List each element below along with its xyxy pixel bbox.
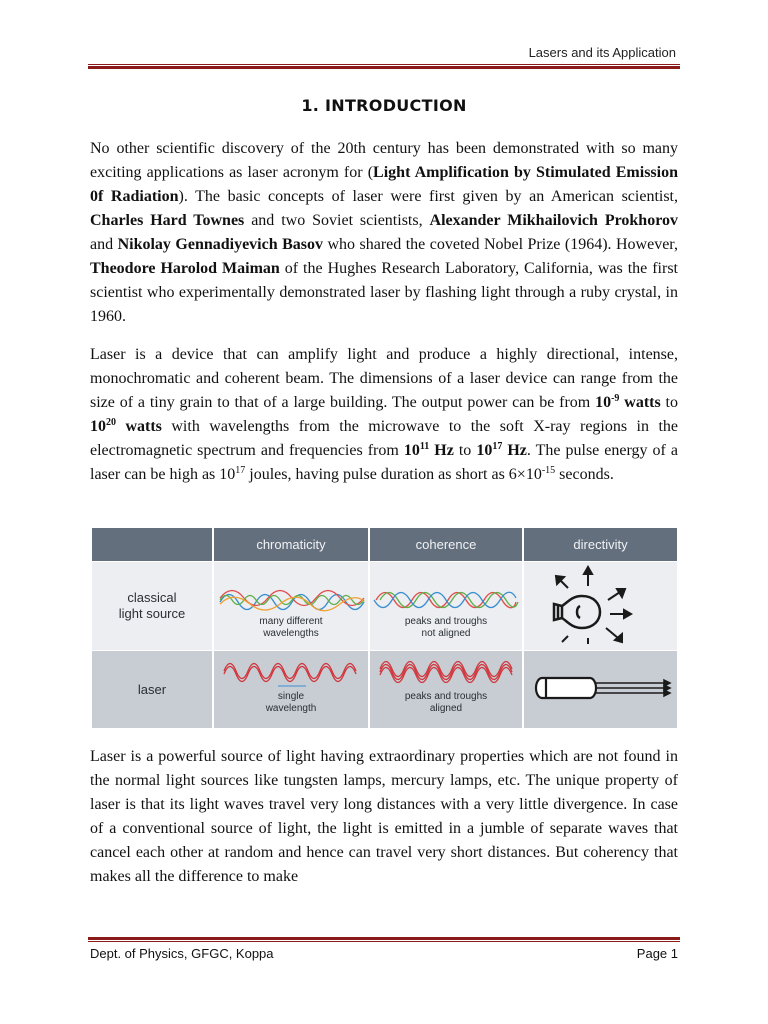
bold-value: 10 (403, 442, 420, 459)
superscript: 11 (419, 441, 430, 452)
text-run: who shared the coveted Nobel Prize (1964). However, (323, 236, 678, 253)
bold-term: Light Amplification by Stimulated Emission 0f Radiation (90, 164, 679, 205)
cell-classical-chromaticity (214, 562, 368, 650)
footer-rule-thin (88, 941, 680, 942)
laser-vs-classical-figure (92, 528, 677, 728)
text-run: seconds. (555, 466, 614, 483)
text-run: of the Hughes Research Laboratory, California, was the first scientist who experimentally demonstrated laser by flashing light through a ruby crystal, in 1960. (90, 260, 679, 325)
text-run: and (90, 236, 118, 253)
superscript: 17 (492, 441, 503, 452)
cell-laser-directivity (524, 651, 677, 728)
column-header-coherence: coherence (370, 528, 522, 561)
caption-aligned: peaks and troughs aligned (404, 691, 488, 714)
header-rule-thin (88, 64, 680, 65)
caption-not-aligned: peaks and troughs not aligned (404, 616, 488, 639)
row-label-laser: laser (92, 651, 212, 728)
bold-name: Nikolay Gennadiyevich Basov (117, 236, 323, 253)
aligned-waves (370, 655, 522, 689)
superscript: 17 (235, 465, 246, 476)
text-run: to (453, 442, 477, 459)
text-run: No other scientific discovery of the 20th century has been demonstrated with so many exciting applications as laser acronym for ( (90, 140, 678, 181)
text-run: with wavelengths from the microwave to the soft X-ray regions in the electromagnetic spectrum and frequencies from (90, 418, 679, 459)
bold-value: 10 (595, 394, 612, 411)
paragraph-intro (90, 137, 678, 329)
bold-unit: watts (619, 394, 661, 411)
superscript: -9 (611, 393, 620, 404)
paragraph-laser-device (90, 343, 678, 487)
laser-tube-icon (524, 651, 677, 728)
header-rule-thick (88, 66, 680, 69)
row-label-classical: classical light source (92, 562, 212, 650)
column-header-chromaticity: chromaticity (214, 528, 368, 561)
superscript: 20 (106, 417, 116, 428)
caption-many-wavelengths: many different wavelengths (259, 616, 323, 639)
bold-name: Charles Hard Townes (90, 212, 245, 229)
text-run: . The pulse energy of a laser can be high as 10 (90, 442, 678, 483)
bold-value: 10 (90, 418, 106, 435)
footer-page-number: Page 1 (636, 946, 678, 961)
cell-classical-directivity (524, 562, 677, 650)
bold-value: 10 (476, 442, 493, 459)
text-run: joules, having pulse duration as short as 6×10 (245, 466, 542, 483)
cell-laser-chromaticity (214, 651, 368, 728)
bold-unit: Hz (502, 442, 527, 459)
bold-name: Alexander Mikhailovich Prokhorov (429, 212, 679, 229)
bold-unit: watts (116, 418, 162, 435)
text-run: and two Soviet scientists, (244, 212, 430, 229)
bold-unit: Hz (429, 442, 454, 459)
caption-single-wavelength: single wavelength (265, 691, 317, 714)
paragraph-laser-properties: Laser is a powerful source of light having extraordinary properties which are not found in the normal light sources like tungsten lamps, mercury lamps, etc. The unique property of laser is that its light waves travel very long distances with a very little divergence. In case of a conventional source of light, the light is emitted in a jumble of separate waves that cancel each other at random and hence can travel very short distances. But coherency that makes all the difference to make (90, 748, 678, 885)
single-wavelength-waves (214, 655, 368, 689)
footer-department: Dept. of Physics, GFGC, Koppa (90, 946, 274, 961)
light-bulb-icon (524, 562, 677, 650)
running-header-title: Lasers and its Application (528, 45, 676, 60)
text-run: to (660, 394, 679, 411)
superscript: -15 (541, 465, 556, 476)
column-header-directivity: directivity (524, 528, 677, 561)
figure-header-blank (92, 528, 212, 561)
cell-classical-coherence (370, 562, 522, 650)
cell-laser-coherence (370, 651, 522, 728)
text-run: ). The basic concepts of laser were first given by an American scientist, (178, 188, 679, 205)
section-heading: 1. INTRODUCTION (301, 96, 467, 115)
text-run: Laser is a device that can amplify light and produce a highly directional, intense, monochromatic and coherent beam. The dimensions of a laser device can range from the size of a tiny grain to that of a large building. The output power can be from (90, 346, 678, 411)
bold-name: Theodore Harolod Maiman (90, 260, 280, 277)
footer-rule-thick (88, 937, 680, 940)
